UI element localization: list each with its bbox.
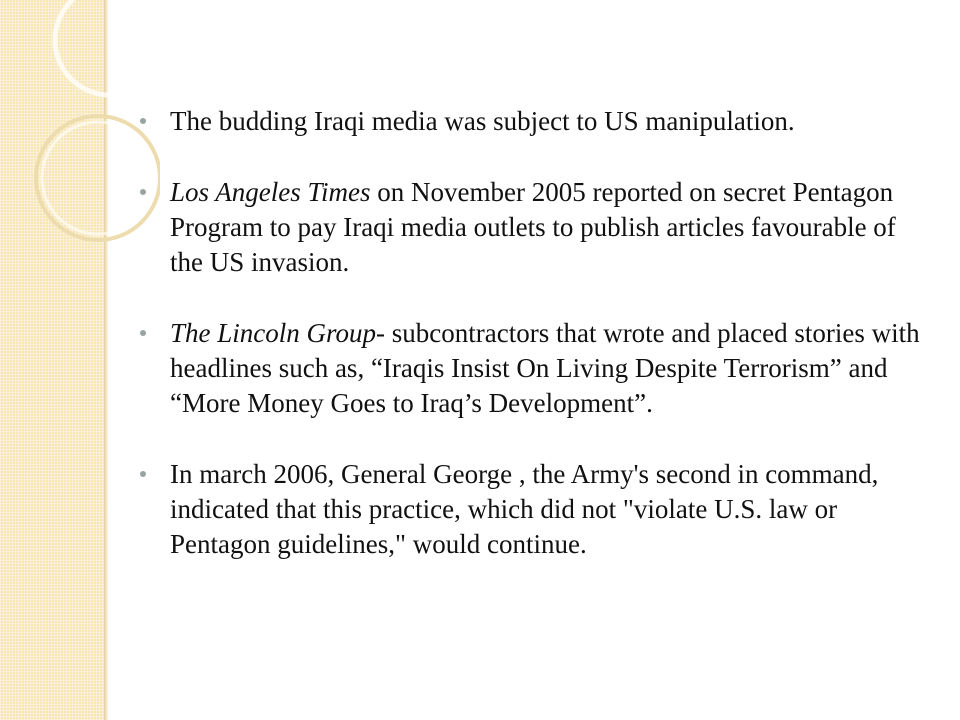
bullet-text: The budding Iraqi media was subject to US manipulation. bbox=[170, 106, 795, 136]
bullet-dot-icon bbox=[140, 118, 146, 124]
bullet-italic-lead: The Lincoln Group bbox=[170, 318, 377, 348]
bullet-text: on November 2005 reported on secret Pentagon Program to pay Iraqi media outlets to publish articles favourable of the US invasion. bbox=[170, 177, 896, 277]
decorative-rings-icon bbox=[0, 0, 160, 300]
ring-large-icon bbox=[55, 0, 160, 95]
bullet-text: - subcontractors that wrote and placed stories with headlines such as, “Iraqis Insist On Living Despite Terrorism” and “More Money Goes to Iraq’s Development”. bbox=[170, 318, 920, 418]
bullet-item bbox=[138, 457, 928, 562]
bullet-text: In march 2006, General George , the Army's second in command, indicated that this practice, which did not "violate U.S. law or Pentagon guidelines," would continue. bbox=[170, 459, 879, 559]
bullet-item bbox=[138, 104, 928, 139]
bullet-item bbox=[138, 316, 928, 421]
bullet-dot-icon bbox=[140, 189, 146, 195]
bullet-dot-icon bbox=[140, 330, 146, 336]
bullet-dot-icon bbox=[140, 471, 146, 477]
slide-content bbox=[138, 104, 928, 598]
bullet-italic-lead: Los Angeles Times bbox=[170, 177, 371, 207]
bullet-item bbox=[138, 175, 928, 280]
